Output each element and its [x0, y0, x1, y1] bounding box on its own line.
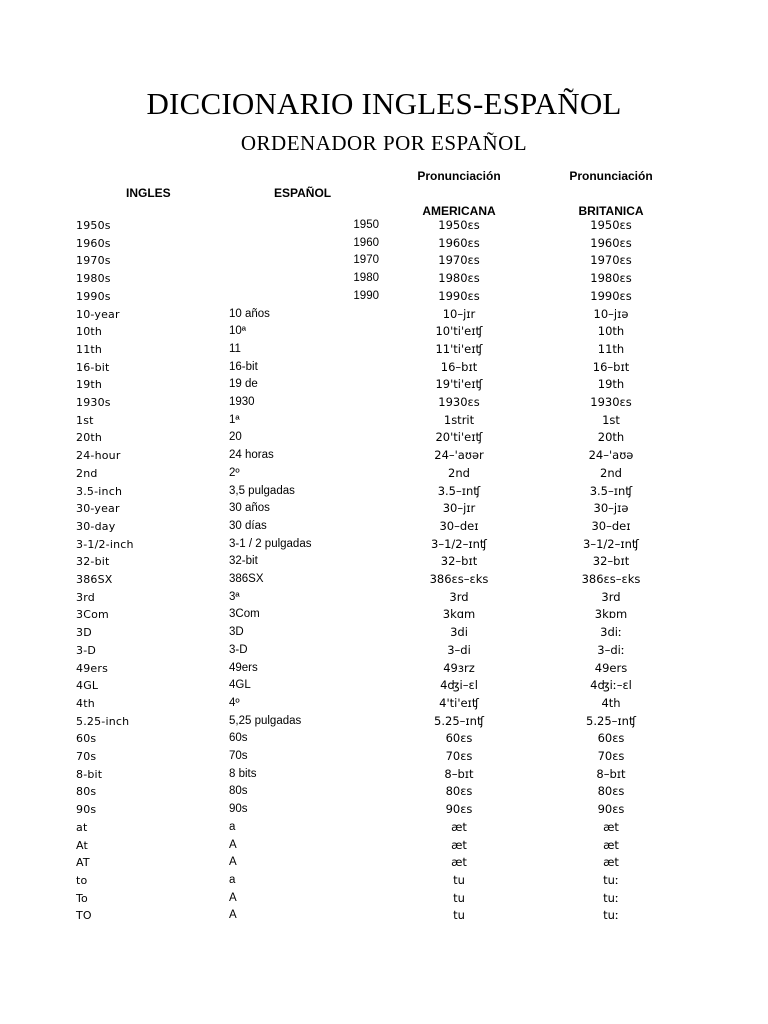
- table-row: [0, 341, 768, 359]
- english-term-cell: 70s: [76, 750, 97, 763]
- english-term-cell: 8-bit: [76, 767, 103, 781]
- english-term-cell: 1990s: [76, 289, 111, 303]
- spanish-term-cell: 3ª: [229, 590, 240, 603]
- british-pronunciation-cell: 1980ɛs: [590, 271, 632, 286]
- table-row: [0, 766, 768, 784]
- table-row: [0, 217, 768, 235]
- american-pronunciation-cell: 8–bɪt: [444, 766, 474, 781]
- spanish-number-cell: 1990: [353, 289, 379, 302]
- spanish-term-cell: 2º: [229, 466, 240, 479]
- american-pronunciation-cell: 1950ɛs: [438, 218, 480, 232]
- spanish-term-cell: 3Com: [229, 608, 260, 621]
- spanish-term-cell: 3-D: [229, 643, 248, 656]
- spanish-term-cell: 4º: [229, 696, 240, 709]
- english-term-cell: 4GL: [76, 679, 99, 693]
- table-row: [0, 553, 768, 571]
- table-row: [0, 235, 768, 253]
- british-pronunciation-cell: 1930ɛs: [590, 395, 632, 409]
- american-pronunciation-cell: 1930ɛs: [438, 395, 480, 409]
- american-pronunciation-cell: 30–jɪr: [442, 501, 476, 516]
- spanish-term-cell: 80s: [229, 785, 248, 798]
- table-row: [0, 376, 768, 394]
- english-term-cell: 3Com: [76, 608, 109, 622]
- column-header-pron-british-bottom: BRITANICA: [578, 204, 644, 218]
- british-pronunciation-cell: 3kɒm: [594, 607, 628, 622]
- spanish-term-cell: 3D: [229, 626, 244, 639]
- english-term-cell: 3rd: [76, 590, 95, 604]
- document-title: DICCIONARIO INGLES-ESPAÑOL: [146, 86, 622, 121]
- american-pronunciation-cell: 1strit: [443, 412, 475, 427]
- table-row: [0, 571, 768, 589]
- table-row: [0, 660, 768, 678]
- british-pronunciation-cell: 30–deɪ: [591, 518, 631, 533]
- spanish-term-cell: 1930: [229, 396, 255, 408]
- table-row: [0, 783, 768, 801]
- american-pronunciation-cell: 3.5–ɪnʧ: [437, 483, 481, 498]
- table-row: [0, 819, 768, 837]
- spanish-term-cell: 10 años: [229, 307, 270, 320]
- table-row: [0, 642, 768, 660]
- english-term-cell: 30-day: [76, 519, 116, 533]
- american-pronunciation-cell: 4'ti'eɪʧ: [439, 695, 479, 710]
- british-pronunciation-cell: æt: [603, 837, 619, 852]
- british-pronunciation-cell: 1990ɛs: [590, 288, 632, 303]
- british-pronunciation-cell: æt: [603, 819, 619, 834]
- table-row: [0, 270, 768, 288]
- american-pronunciation-cell: 1990ɛs: [438, 288, 480, 303]
- english-term-cell: 2nd: [76, 466, 98, 480]
- british-pronunciation-cell: 8–bɪt: [596, 766, 626, 781]
- british-pronunciation-cell: 70ɛs: [597, 749, 625, 763]
- english-term-cell: 3D: [76, 626, 92, 640]
- american-pronunciation-cell: 80ɛs: [445, 784, 473, 799]
- british-pronunciation-cell: tuː: [603, 872, 619, 887]
- spanish-term-cell: 30 años: [229, 502, 270, 515]
- english-term-cell: TO: [76, 909, 92, 923]
- american-pronunciation-cell: tu: [453, 890, 465, 905]
- british-pronunciation-cell: tuː: [603, 908, 619, 923]
- british-pronunciation-cell: 60ɛs: [597, 731, 625, 746]
- american-pronunciation-cell: 386ɛs–ɛks: [429, 572, 489, 586]
- english-term-cell: 1930s: [76, 396, 111, 409]
- american-pronunciation-cell: 24–'aʊər: [434, 448, 484, 463]
- british-pronunciation-cell: 19th: [597, 377, 625, 392]
- spanish-term-cell: 19 de: [229, 378, 258, 391]
- spanish-term-cell: 3-1 / 2 pulgadas: [229, 537, 312, 550]
- column-header-pron-american-bottom: AMERICANA: [422, 204, 496, 218]
- english-term-cell: 3-1/2-inch: [76, 537, 134, 551]
- english-term-cell: 4th: [76, 696, 95, 710]
- table-row: [0, 536, 768, 554]
- english-term-cell: 19th: [76, 378, 103, 392]
- american-pronunciation-cell: 49ɜrz: [443, 660, 475, 675]
- table-row: [0, 589, 768, 607]
- american-pronunciation-cell: 11'ti'eɪʧ: [435, 341, 483, 356]
- british-pronunciation-cell: 30–jɪə: [593, 501, 629, 516]
- british-pronunciation-cell: 49ers: [594, 660, 628, 675]
- column-header-pron-british-top: Pronunciación: [569, 169, 653, 183]
- spanish-term-cell: 1ª: [229, 413, 240, 426]
- spanish-term-cell: 32-bit: [229, 555, 258, 568]
- spanish-term-cell: A: [229, 891, 237, 904]
- american-pronunciation-cell: 3–di: [447, 642, 471, 657]
- table-row: [0, 801, 768, 819]
- english-term-cell: 11th: [76, 342, 103, 356]
- spanish-term-cell: 10ª: [229, 325, 247, 338]
- british-pronunciation-cell: 4th: [601, 695, 621, 710]
- british-pronunciation-cell: 10–jɪə: [593, 306, 629, 321]
- table-row: [0, 359, 768, 377]
- american-pronunciation-cell: 20'ti'eɪʧ: [435, 430, 483, 445]
- english-term-cell: 386SX: [76, 573, 113, 586]
- english-term-cell: 80s: [76, 785, 97, 799]
- table-row: [0, 713, 768, 731]
- spanish-term-cell: 4GL: [229, 679, 251, 692]
- table-row: [0, 695, 768, 713]
- table-row: [0, 890, 768, 908]
- spanish-term-cell: 30 días: [229, 519, 267, 532]
- british-pronunciation-cell: æt: [603, 855, 619, 870]
- table-row: [0, 323, 768, 341]
- table-row: [0, 429, 768, 447]
- english-term-cell: 20th: [76, 431, 103, 445]
- spanish-term-cell: 16-bit: [229, 360, 258, 373]
- spanish-term-cell: A: [229, 838, 237, 851]
- english-term-cell: 16-bit: [76, 360, 110, 374]
- american-pronunciation-cell: 3di: [450, 625, 468, 640]
- table-row: [0, 500, 768, 518]
- british-pronunciation-cell: 386ɛs–ɛks: [581, 572, 641, 586]
- spanish-term-cell: 90s: [229, 803, 248, 816]
- american-pronunciation-cell: 10–jɪr: [442, 306, 476, 321]
- american-pronunciation-cell: 32–bɪt: [440, 554, 478, 569]
- english-term-cell: 90s: [76, 803, 97, 817]
- american-pronunciation-cell: 1960ɛs: [438, 235, 480, 250]
- american-pronunciation-cell: 1970ɛs: [438, 253, 480, 268]
- british-pronunciation-cell: 3–diː: [597, 642, 625, 657]
- english-term-cell: At: [76, 838, 89, 852]
- british-pronunciation-cell: 2nd: [600, 465, 622, 480]
- british-pronunciation-cell: 3.5–ɪnʧ: [589, 483, 633, 498]
- american-pronunciation-cell: 70ɛs: [445, 749, 473, 763]
- spanish-term-cell: a: [229, 873, 236, 886]
- spanish-number-cell: 1950: [353, 219, 379, 231]
- british-pronunciation-cell: 24–'aʊə: [588, 448, 634, 463]
- american-pronunciation-cell: æt: [451, 855, 467, 870]
- spanish-term-cell: A: [229, 856, 237, 869]
- british-pronunciation-cell: 90ɛs: [597, 802, 625, 817]
- spanish-term-cell: 70s: [229, 750, 248, 762]
- spanish-term-cell: 5,25 pulgadas: [229, 714, 302, 727]
- british-pronunciation-cell: 3rd: [601, 589, 621, 604]
- english-term-cell: 3.5-inch: [76, 484, 123, 498]
- british-pronunciation-cell: 16–bɪt: [592, 359, 630, 374]
- english-term-cell: 30-year: [76, 502, 120, 516]
- american-pronunciation-cell: 30–deɪ: [439, 518, 479, 533]
- table-row: [0, 306, 768, 324]
- british-pronunciation-cell: 20th: [597, 430, 625, 445]
- english-term-cell: 49ers: [76, 661, 109, 675]
- column-header-espanol: ESPAÑOL: [274, 186, 332, 200]
- document-subtitle: ORDENADOR POR ESPAÑOL: [240, 131, 528, 155]
- english-term-cell: 1970s: [76, 254, 111, 268]
- british-pronunciation-cell: 32–bɪt: [592, 554, 630, 569]
- british-pronunciation-cell: 80ɛs: [597, 784, 625, 799]
- english-term-cell: 1980s: [76, 272, 111, 286]
- english-term-cell: 10-year: [76, 307, 120, 321]
- table-row: [0, 730, 768, 748]
- english-term-cell: 3-D: [76, 643, 97, 657]
- table-row: [0, 465, 768, 483]
- english-term-cell: 5.25-inch: [76, 714, 130, 728]
- column-header-ingles: INGLES: [126, 186, 171, 200]
- british-pronunciation-cell: 3diː: [600, 625, 622, 640]
- spanish-number-cell: 1980: [353, 272, 379, 285]
- american-pronunciation-cell: 16–bɪt: [440, 359, 478, 374]
- american-pronunciation-cell: æt: [451, 837, 467, 852]
- spanish-number-cell: 1970: [353, 254, 379, 267]
- table-row: [0, 447, 768, 465]
- spanish-term-cell: a: [229, 820, 236, 833]
- spanish-term-cell: 60s: [229, 732, 248, 745]
- table-row: [0, 394, 768, 412]
- american-pronunciation-cell: 3–1/2–ɪnʧ: [431, 536, 487, 551]
- spanish-term-cell: 386SX: [229, 573, 264, 585]
- british-pronunciation-cell: tuː: [603, 890, 619, 905]
- american-pronunciation-cell: 1980ɛs: [438, 271, 480, 286]
- table-row: [0, 483, 768, 501]
- american-pronunciation-cell: 60ɛs: [445, 731, 473, 746]
- table-row: [0, 907, 768, 925]
- table-row: [0, 854, 768, 872]
- table-row: [0, 288, 768, 306]
- english-term-cell: 1960s: [76, 236, 111, 250]
- american-pronunciation-cell: æt: [451, 819, 467, 834]
- table-row: [0, 606, 768, 624]
- british-pronunciation-cell: 5.25–ɪnʧ: [586, 713, 636, 728]
- table-row: [0, 748, 768, 766]
- english-term-cell: To: [76, 891, 88, 905]
- british-pronunciation-cell: 4ʤiː–ɛl: [590, 678, 632, 693]
- british-pronunciation-cell: 10th: [597, 324, 625, 339]
- english-term-cell: 1st: [76, 413, 94, 427]
- table-row: [0, 624, 768, 642]
- british-pronunciation-cell: 1950ɛs: [590, 218, 632, 232]
- spanish-term-cell: 20: [229, 431, 242, 444]
- english-term-cell: AT: [76, 856, 90, 870]
- english-term-cell: 32-bit: [76, 555, 110, 569]
- table-row: [0, 252, 768, 270]
- american-pronunciation-cell: 90ɛs: [445, 802, 473, 817]
- british-pronunciation-cell: 11th: [597, 341, 625, 356]
- english-term-cell: 24-hour: [76, 449, 121, 463]
- table-row: [0, 677, 768, 695]
- spanish-term-cell: 11: [229, 342, 241, 355]
- american-pronunciation-cell: 19'ti'eɪʧ: [435, 377, 483, 392]
- english-term-cell: 60s: [76, 732, 97, 746]
- american-pronunciation-cell: tu: [453, 872, 465, 887]
- english-term-cell: 1950s: [76, 219, 111, 232]
- american-pronunciation-cell: 5.25–ɪnʧ: [434, 713, 484, 728]
- english-term-cell: to: [76, 873, 88, 887]
- british-pronunciation-cell: 3–1/2–ɪnʧ: [583, 536, 639, 551]
- spanish-term-cell: 8 bits: [229, 767, 257, 780]
- column-header-pron-american-top: Pronunciación: [417, 169, 501, 183]
- american-pronunciation-cell: 10'ti'eɪʧ: [435, 324, 483, 339]
- spanish-term-cell: 24 horas: [229, 449, 274, 462]
- english-term-cell: 10th: [76, 325, 103, 339]
- table-row: [0, 837, 768, 855]
- table-row: [0, 518, 768, 536]
- american-pronunciation-cell: 4ʤi–ɛl: [440, 678, 478, 693]
- british-pronunciation-cell: 1960ɛs: [590, 235, 632, 250]
- british-pronunciation-cell: 1970ɛs: [590, 253, 632, 268]
- spanish-term-cell: 49ers: [229, 661, 258, 674]
- english-term-cell: at: [76, 820, 88, 834]
- spanish-term-cell: A: [229, 909, 237, 922]
- american-pronunciation-cell: 3rd: [449, 589, 469, 604]
- spanish-number-cell: 1960: [353, 236, 379, 249]
- american-pronunciation-cell: 3kɑm: [442, 607, 476, 622]
- american-pronunciation-cell: tu: [453, 908, 465, 923]
- table-row: [0, 412, 768, 430]
- american-pronunciation-cell: 2nd: [448, 465, 470, 480]
- spanish-term-cell: 3,5 pulgadas: [229, 484, 295, 497]
- british-pronunciation-cell: 1st: [602, 412, 620, 427]
- table-row: [0, 872, 768, 890]
